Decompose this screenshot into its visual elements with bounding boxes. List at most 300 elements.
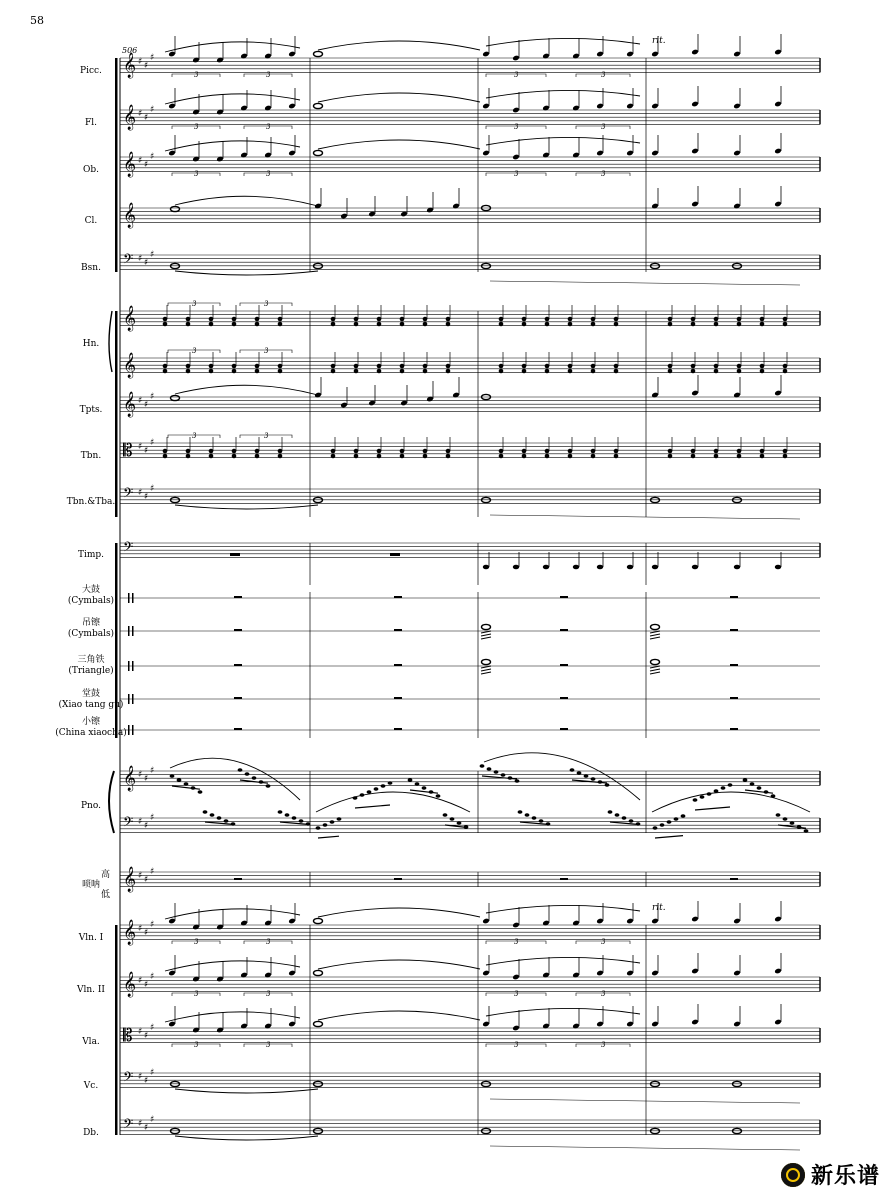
chord-note	[354, 317, 359, 322]
sharp-icon: ♯	[150, 867, 155, 877]
label-suona-low: 低	[100, 890, 110, 900]
chord-note	[522, 449, 527, 454]
treble-clef-icon: 𝄞	[123, 972, 137, 997]
phrase-slur	[165, 961, 300, 971]
rest-mark	[234, 878, 242, 880]
triplet-bracket-number: 3	[266, 990, 271, 998]
chord-note	[278, 364, 283, 369]
tremolo-stroke	[650, 634, 660, 636]
chord-note	[783, 322, 788, 327]
chord-note	[691, 449, 696, 454]
label-ob: Ob.	[82, 165, 99, 175]
chord-note	[209, 317, 214, 322]
sharp-icon: ♯	[144, 400, 149, 410]
chord-note	[545, 369, 550, 374]
sharp-icon: ♯	[150, 438, 155, 448]
piano-arpeggio-note	[450, 817, 455, 821]
chord-note	[545, 454, 550, 459]
piano-arpeggio-note	[721, 786, 726, 790]
label-suona-high: 高	[100, 870, 110, 880]
chord-note	[354, 454, 359, 459]
tremolo-note	[651, 624, 660, 629]
tie-slur	[318, 140, 480, 149]
sharp-icon: ♯	[144, 1031, 149, 1041]
sharp-icon: ♯	[150, 152, 155, 162]
triplet-bracket-number: 3	[514, 123, 519, 131]
piano-arpeggio-note-beam	[655, 836, 683, 838]
chord-note	[354, 449, 359, 454]
piano-arpeggio-note	[457, 821, 462, 825]
treble-clef-icon: 𝄞	[123, 306, 137, 331]
rest-mark	[234, 664, 242, 666]
chord-note	[691, 317, 696, 322]
phrase-slur	[165, 1012, 300, 1022]
rest-mark	[234, 629, 242, 631]
treble-clef-icon: 𝄞	[123, 920, 137, 945]
piano-arpeggio-note	[422, 786, 427, 790]
bass-clef-icon: 𝄢	[123, 251, 134, 270]
piano-arpeggio-note	[515, 779, 520, 783]
chord-note	[423, 369, 428, 374]
chord-note	[760, 369, 765, 374]
chord-note	[446, 364, 451, 369]
chord-note	[163, 317, 168, 322]
piano-arpeggio-note	[388, 781, 393, 785]
chord-note	[499, 317, 504, 322]
chord-note	[614, 364, 619, 369]
sharp-icon: ♯	[144, 928, 149, 938]
piano-slur	[316, 792, 470, 812]
piano-arpeggio-note-beam	[695, 807, 730, 810]
triplet-bracket-number: 3	[192, 432, 197, 440]
chord-note	[209, 364, 214, 369]
tremolo-note	[651, 659, 660, 664]
whole-note	[314, 1021, 323, 1026]
label-dagu-cn: 大鼓	[81, 585, 100, 595]
piano-arpeggio-note	[184, 782, 189, 786]
piano-arpeggio-note-beam	[410, 790, 438, 793]
sharp-icon: ♯	[138, 871, 143, 881]
piano-arpeggio-note-beam	[318, 836, 339, 838]
chord-note	[278, 454, 283, 459]
chord-note	[691, 454, 696, 459]
tremolo-stroke	[650, 669, 660, 671]
chord-note	[400, 369, 405, 374]
label-timp: Timp.	[77, 550, 105, 560]
piano-arpeggio-note	[750, 782, 755, 786]
chord-note	[255, 317, 260, 322]
piano-arpeggio-note-beam	[205, 822, 233, 824]
tie-slur	[175, 1089, 318, 1093]
piano-arpeggio-note	[299, 819, 304, 823]
chord-note	[668, 449, 673, 454]
phrase-slur	[165, 94, 300, 104]
sharp-icon: ♯	[138, 442, 143, 452]
chord-note	[377, 369, 382, 374]
triplet-bracket-number: 3	[194, 990, 199, 998]
chord-note	[691, 369, 696, 374]
piano-arpeggio-note	[532, 816, 537, 820]
sharp-icon: ♯	[150, 484, 155, 494]
chord-note	[668, 322, 673, 327]
sharp-icon: ♯	[150, 766, 155, 776]
chord-note	[568, 454, 573, 459]
chord-note	[737, 322, 742, 327]
rest-mark	[394, 629, 402, 631]
chord-note	[423, 449, 428, 454]
sharp-icon: ♯	[138, 156, 143, 166]
chord-note	[545, 364, 550, 369]
piano-arpeggio-note	[667, 820, 672, 824]
piano-arpeggio-note	[518, 810, 523, 814]
piano-arpeggio-note	[494, 770, 499, 774]
timpani-note	[597, 565, 603, 570]
chord-note	[446, 317, 451, 322]
chord-note	[568, 449, 573, 454]
piano-arpeggio-note	[584, 774, 589, 778]
chord-note	[568, 369, 573, 374]
triplet-bracket-number: 3	[514, 71, 519, 79]
triplet-bracket-number: 3	[601, 990, 606, 998]
piano-arpeggio-note	[443, 813, 448, 817]
label-suona: 唢呐	[81, 880, 100, 890]
chord-note	[354, 364, 359, 369]
chord-note	[614, 369, 619, 374]
piano-arpeggio-note	[316, 826, 321, 830]
label-fl: Fl.	[85, 118, 97, 128]
tie-slur	[175, 1136, 318, 1140]
sharp-icon: ♯	[150, 53, 155, 63]
bass-clef-icon: 𝄢	[123, 1069, 134, 1088]
tie-slur	[175, 385, 318, 395]
chord-note	[400, 449, 405, 454]
sharp-icon: ♯	[138, 109, 143, 119]
sharp-icon: ♯	[138, 396, 143, 406]
piano-arpeggio-note	[591, 777, 596, 781]
rest-mark	[560, 664, 568, 666]
rest-mark	[730, 629, 738, 631]
chord-note	[163, 364, 168, 369]
chord-note	[331, 317, 336, 322]
tremolo-stroke	[481, 672, 491, 674]
piano-arpeggio-note	[170, 774, 175, 778]
piano-arpeggio-note	[381, 784, 386, 788]
triplet-bracket-number: 3	[266, 938, 271, 946]
piano-arpeggio-note	[224, 819, 229, 823]
chord-note	[737, 454, 742, 459]
treble-clef-icon: 𝄞	[123, 392, 137, 417]
sharp-icon: ♯	[150, 920, 155, 930]
whole-rest-icon	[230, 553, 240, 556]
chord-note	[209, 449, 214, 454]
chord-note	[163, 454, 168, 459]
chord-note	[760, 449, 765, 454]
chord-note	[186, 454, 191, 459]
chord-note	[591, 369, 596, 374]
chord-note	[163, 449, 168, 454]
watermark-text: 新乐谱	[810, 1164, 880, 1189]
sharp-icon: ♯	[150, 250, 155, 260]
piano-arpeggio-note-beam	[610, 822, 638, 824]
label-tbntba: Tbn.&Tba.	[66, 497, 116, 507]
sharp-icon: ♯	[138, 770, 143, 780]
piano-arpeggio-note	[323, 823, 328, 827]
tremolo-stroke	[481, 637, 491, 639]
chord-note	[232, 364, 237, 369]
chord-note	[331, 369, 336, 374]
label-xiaotanggu-en: (Xiao tang gu)	[58, 700, 124, 710]
chord-note	[591, 364, 596, 369]
rest-mark	[394, 596, 402, 598]
piano-arpeggio-note	[700, 795, 705, 799]
chord-note	[331, 449, 336, 454]
piano-arpeggio-note	[615, 813, 620, 817]
chord-note	[760, 364, 765, 369]
watermark-logo	[781, 1159, 880, 1190]
piano-arpeggio-note	[681, 814, 686, 818]
sharp-icon: ♯	[138, 488, 143, 498]
sharp-icon: ♯	[144, 160, 149, 170]
piano-arpeggio-note	[674, 817, 679, 821]
piano-arpeggio-note	[266, 784, 271, 788]
chord-note	[783, 454, 788, 459]
triplet-bracket-number: 3	[514, 170, 519, 178]
label-diaobo-cn: 吊镲	[81, 618, 100, 628]
triplet-bracket-number: 3	[266, 123, 271, 131]
piano-arpeggio-note-beam	[520, 822, 548, 824]
rest-mark	[234, 728, 242, 730]
chord-note	[783, 364, 788, 369]
chord-note	[331, 364, 336, 369]
chord-note	[668, 454, 673, 459]
chord-note	[568, 364, 573, 369]
rit-marking-strings: rit.	[652, 903, 666, 913]
chord-note	[186, 364, 191, 369]
label-pno: Pno.	[81, 801, 101, 811]
rit-marking-top: rit.	[652, 36, 666, 46]
whole-rest-icon	[390, 553, 400, 556]
piano-arpeggio-note	[653, 826, 658, 830]
chord-note	[714, 369, 719, 374]
tremolo-stroke	[481, 669, 491, 671]
chord-note	[522, 322, 527, 327]
rest-mark	[730, 596, 738, 598]
chord-note	[377, 449, 382, 454]
chord-note	[232, 322, 237, 327]
chord-note	[714, 454, 719, 459]
bass-clef-icon: 𝄢	[123, 539, 134, 558]
chord-note	[423, 317, 428, 322]
triplet-bracket-number: 3	[264, 347, 269, 355]
piano-slur	[652, 792, 810, 812]
sharp-icon: ♯	[150, 1115, 155, 1125]
chord-note	[737, 449, 742, 454]
tie-slur	[318, 93, 480, 102]
sharp-icon: ♯	[138, 1027, 143, 1037]
triplet-bracket-number: 3	[601, 1041, 606, 1049]
tremolo-stroke	[650, 637, 660, 639]
sharp-icon: ♯	[144, 446, 149, 456]
label-vla: Vla.	[82, 1037, 100, 1047]
rest-mark	[394, 697, 402, 699]
chord-note	[377, 364, 382, 369]
sharp-icon: ♯	[144, 980, 149, 990]
chord-note	[278, 449, 283, 454]
chord-note	[614, 449, 619, 454]
chord-note	[714, 449, 719, 454]
piano-arpeggio-note	[487, 767, 492, 771]
chord-note	[423, 364, 428, 369]
chord-note	[232, 369, 237, 374]
tie-slur	[318, 1011, 480, 1020]
chord-note	[446, 369, 451, 374]
sharp-icon: ♯	[138, 1119, 143, 1129]
timpani-note	[573, 565, 579, 570]
piano-arpeggio-note	[210, 813, 215, 817]
chord-note	[614, 454, 619, 459]
piano-arpeggio-note	[330, 820, 335, 824]
piano-arpeggio-note	[804, 829, 809, 833]
chord-note	[400, 322, 405, 327]
bass-clef-icon: 𝄢	[123, 814, 134, 833]
chord-note	[400, 454, 405, 459]
triplet-bracket-number: 3	[194, 123, 199, 131]
rest-mark	[394, 878, 402, 880]
piano-arpeggio-note	[608, 810, 613, 814]
chord-note	[377, 454, 382, 459]
chord-note	[783, 317, 788, 322]
chord-note	[255, 364, 260, 369]
label-bsn: Bsn.	[81, 263, 101, 273]
sharp-icon: ♯	[144, 492, 149, 502]
label-xiaocha	[36, 717, 146, 739]
piano-arpeggio-note	[374, 787, 379, 791]
piano-arpeggio-note	[217, 816, 222, 820]
label-hn: Hn.	[82, 339, 100, 349]
label-triangle-en: (Triangle)	[68, 666, 114, 676]
chord-note	[691, 322, 696, 327]
rest-mark	[560, 728, 568, 730]
triplet-bracket-number: 3	[194, 938, 199, 946]
phrase-slur	[486, 1008, 640, 1016]
rest-mark	[394, 664, 402, 666]
triplet-bracket-number: 3	[601, 123, 606, 131]
tie-slur	[175, 505, 318, 509]
chord-note	[400, 364, 405, 369]
chord-note	[354, 322, 359, 327]
sharp-icon: ♯	[144, 1076, 149, 1086]
chord-note	[163, 322, 168, 327]
tremolo-stroke	[481, 634, 491, 636]
chord-note	[499, 369, 504, 374]
chord-note	[186, 369, 191, 374]
chord-note	[737, 317, 742, 322]
whole-note	[171, 206, 180, 211]
piano-slur	[484, 753, 640, 800]
chord-note	[255, 322, 260, 327]
phrase-slur	[486, 90, 640, 98]
whole-note	[314, 103, 323, 108]
label-diaobo	[36, 618, 146, 640]
label-vln2: Vln. II	[76, 985, 105, 995]
chord-note	[760, 322, 765, 327]
piano-arpeggio-note	[501, 773, 506, 777]
piano-arpeggio-note	[660, 823, 665, 827]
piano-arpeggio-note	[278, 810, 283, 814]
piano-arpeggio-note	[203, 810, 208, 814]
piano-arpeggio-note	[480, 764, 485, 768]
phrase-slur	[486, 905, 640, 913]
timpani-note	[483, 565, 489, 570]
sharp-icon: ♯	[150, 1068, 155, 1078]
chord-note	[591, 454, 596, 459]
chord-note	[423, 454, 428, 459]
phrase-slur	[486, 957, 640, 965]
piano-arpeggio-note	[629, 819, 634, 823]
chord-note	[255, 449, 260, 454]
rest-mark	[560, 596, 568, 598]
piano-arpeggio-note	[198, 790, 203, 794]
strings-bracket	[115, 925, 118, 1135]
rest-mark	[730, 664, 738, 666]
triplet-bracket-number: 3	[266, 170, 271, 178]
phrase-slur	[165, 909, 300, 919]
tie-slur	[318, 41, 480, 50]
triplet-bracket-number: 3	[514, 1041, 519, 1049]
chord-note	[668, 364, 673, 369]
treble-clef-icon: 𝄞	[123, 867, 137, 892]
chord-note	[614, 317, 619, 322]
triplet-bracket-number: 3	[194, 1041, 199, 1049]
timpani-note	[652, 565, 658, 570]
label-xiaocha-cn: 小镲	[81, 717, 100, 727]
chord-note	[614, 322, 619, 327]
record-disc-icon	[781, 1163, 805, 1187]
chord-note	[668, 317, 673, 322]
tie-slur	[175, 271, 318, 275]
piano-arpeggio-note	[776, 813, 781, 817]
chord-note	[209, 369, 214, 374]
piano-arpeggio-note	[693, 798, 698, 802]
chord-note	[255, 369, 260, 374]
piano-slur	[170, 758, 300, 800]
chord-note	[377, 322, 382, 327]
piano-arpeggio-note	[245, 772, 250, 776]
piano-arpeggio-note	[570, 768, 575, 772]
piano-arpeggio-note	[177, 778, 182, 782]
piano-arpeggio-note	[252, 776, 257, 780]
label-vln1: Vln. I	[78, 933, 104, 943]
sharp-icon: ♯	[144, 821, 149, 831]
chord-note	[568, 322, 573, 327]
piano-arpeggio-note	[728, 783, 733, 787]
chord-note	[331, 454, 336, 459]
chord-note	[354, 369, 359, 374]
chord-note	[446, 322, 451, 327]
chord-note	[232, 449, 237, 454]
rest-mark	[560, 878, 568, 880]
chord-note	[446, 449, 451, 454]
triplet-bracket-number: 3	[266, 1041, 271, 1049]
piano-arpeggio-note-beam	[280, 822, 308, 824]
timpani-note	[692, 565, 698, 570]
chord-note	[278, 317, 283, 322]
whole-note	[314, 970, 323, 975]
chord-note	[691, 364, 696, 369]
chord-note	[591, 449, 596, 454]
rest-mark	[730, 697, 738, 699]
rest-mark	[730, 878, 738, 880]
